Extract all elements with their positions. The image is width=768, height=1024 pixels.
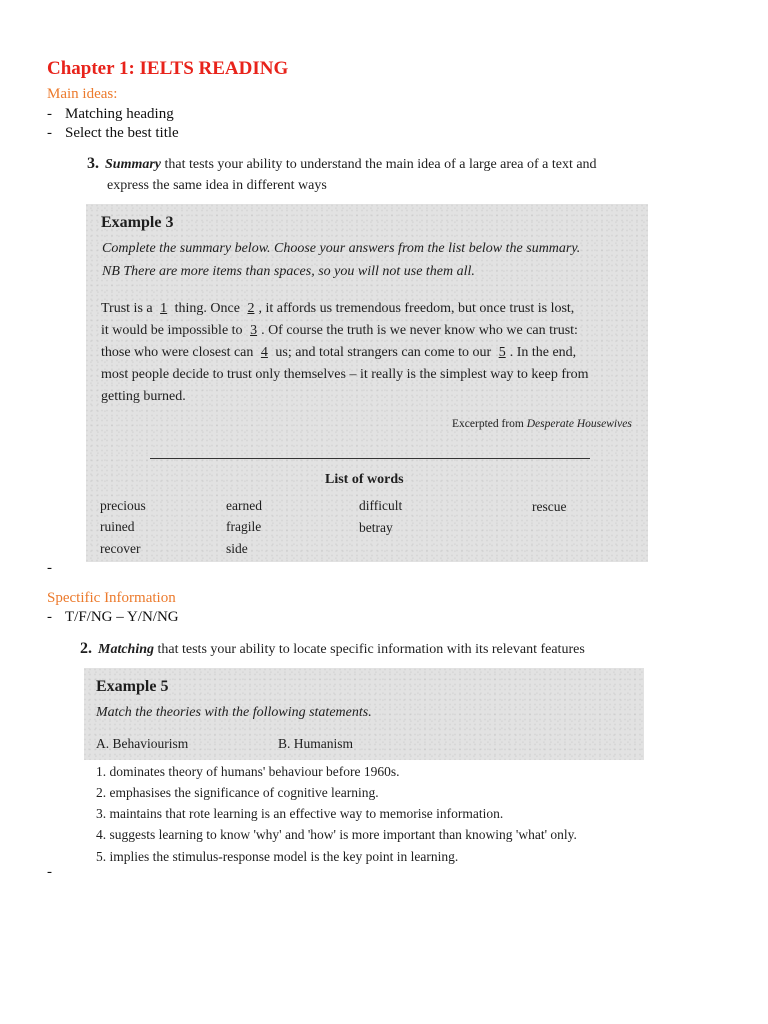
- statement-item: 5. implies the stimulus-response model is the key point in learning.: [96, 849, 459, 864]
- example-5-instruction: Match the theories with the following statements.: [96, 705, 372, 720]
- summary-description: [87, 155, 597, 173]
- passage-text: us; and total strangers can come to our: [275, 345, 492, 360]
- passage-text: getting burned.: [101, 389, 186, 404]
- word-item: ruined: [100, 519, 135, 534]
- bullet-dash: -: [47, 609, 52, 625]
- blank-2: 2: [247, 301, 255, 316]
- bullet-item: [47, 609, 179, 626]
- list-of-words-title: List of words: [325, 472, 404, 487]
- passage-text: most people decide to trust only themselves – it really is the simplest way to keep from: [101, 367, 589, 382]
- example-3-instruction: Complete the summary below. Choose your answers from the list below the summary.: [102, 241, 581, 256]
- section-desc-line1: that tests your ability to understand the main idea of a large area of a text and: [164, 157, 597, 172]
- statement-item: 3. maintains that rote learning is an effective way to memorise information.: [96, 806, 504, 821]
- section-number: 3.: [87, 155, 99, 172]
- word-item: side: [226, 541, 248, 556]
- nb-text: There are more items than spaces, so you will not use them all.: [123, 264, 475, 279]
- passage-text: . Of course the truth is we never know who we can trust:: [261, 323, 578, 338]
- separator-dash: -: [47, 864, 52, 880]
- section-term: Matching: [98, 642, 155, 657]
- passage-text: , it affords us tremendous freedom, but once trust is lost,: [258, 301, 575, 316]
- section-desc-line2: express the same idea in different ways: [107, 178, 327, 193]
- option-b: B. Humanism: [278, 736, 354, 751]
- word-item: recover: [100, 541, 141, 556]
- statement-item: 1. dominates theory of humans' behaviour before 1960s.: [96, 764, 400, 779]
- summary-passage: [101, 298, 646, 408]
- section-desc: that tests your ability to locate specific information with its relevant features: [157, 642, 585, 657]
- separator-dash: -: [47, 560, 52, 576]
- bullet-text: Matching heading: [65, 106, 174, 122]
- nb-label: NB: [102, 264, 120, 279]
- example-5-title: Example 5: [96, 678, 169, 695]
- statement-item: 4. suggests learning to know 'why' and 'how' is more important than knowing 'what' only.: [96, 827, 577, 842]
- word-item: betray: [359, 520, 393, 535]
- section-term: Summary: [105, 157, 162, 172]
- bullet-text: T/F/NG – Y/N/NG: [65, 609, 179, 625]
- bullet-text: Select the best title: [65, 125, 179, 141]
- word-item: rescue: [532, 499, 567, 514]
- blank-4: 4: [260, 345, 268, 360]
- passage-text: . In the end,: [509, 345, 577, 360]
- page-title: Chapter 1: IELTS READING: [47, 58, 289, 79]
- passage-text: thing. Once: [174, 301, 240, 316]
- passage-text: Trust is a: [101, 301, 153, 316]
- word-item: fragile: [226, 519, 262, 534]
- passage-text: those who were closest can: [101, 345, 254, 360]
- credit-source: Desperate Housewives: [526, 418, 632, 430]
- bullet-dash: -: [47, 125, 52, 141]
- bullet-item: [47, 106, 174, 123]
- section-number: 2.: [80, 640, 92, 657]
- blank-3: 3: [250, 323, 258, 338]
- blank-1: 1: [160, 301, 168, 316]
- main-ideas-heading: Main ideas:: [47, 86, 118, 102]
- example-3-title: Example 3: [101, 214, 174, 231]
- matching-description: [80, 640, 585, 658]
- word-item: earned: [226, 498, 262, 513]
- word-item: precious: [100, 498, 146, 513]
- blank-5: 5: [498, 345, 506, 360]
- option-a: A. Behaviourism: [96, 736, 189, 751]
- specific-info-heading: Spectific Information: [47, 590, 176, 606]
- bullet-dash: -: [47, 106, 52, 122]
- statement-item: 2. emphasises the significance of cognitive learning.: [96, 785, 379, 800]
- passage-text: it would be impossible to: [101, 323, 243, 338]
- word-item: difficult: [359, 498, 403, 513]
- excerpt-credit: [452, 418, 632, 430]
- bullet-item: [47, 125, 179, 142]
- divider-line: [150, 458, 590, 459]
- example-3-note: [102, 264, 475, 280]
- credit-prefix: Excerpted from: [452, 418, 524, 430]
